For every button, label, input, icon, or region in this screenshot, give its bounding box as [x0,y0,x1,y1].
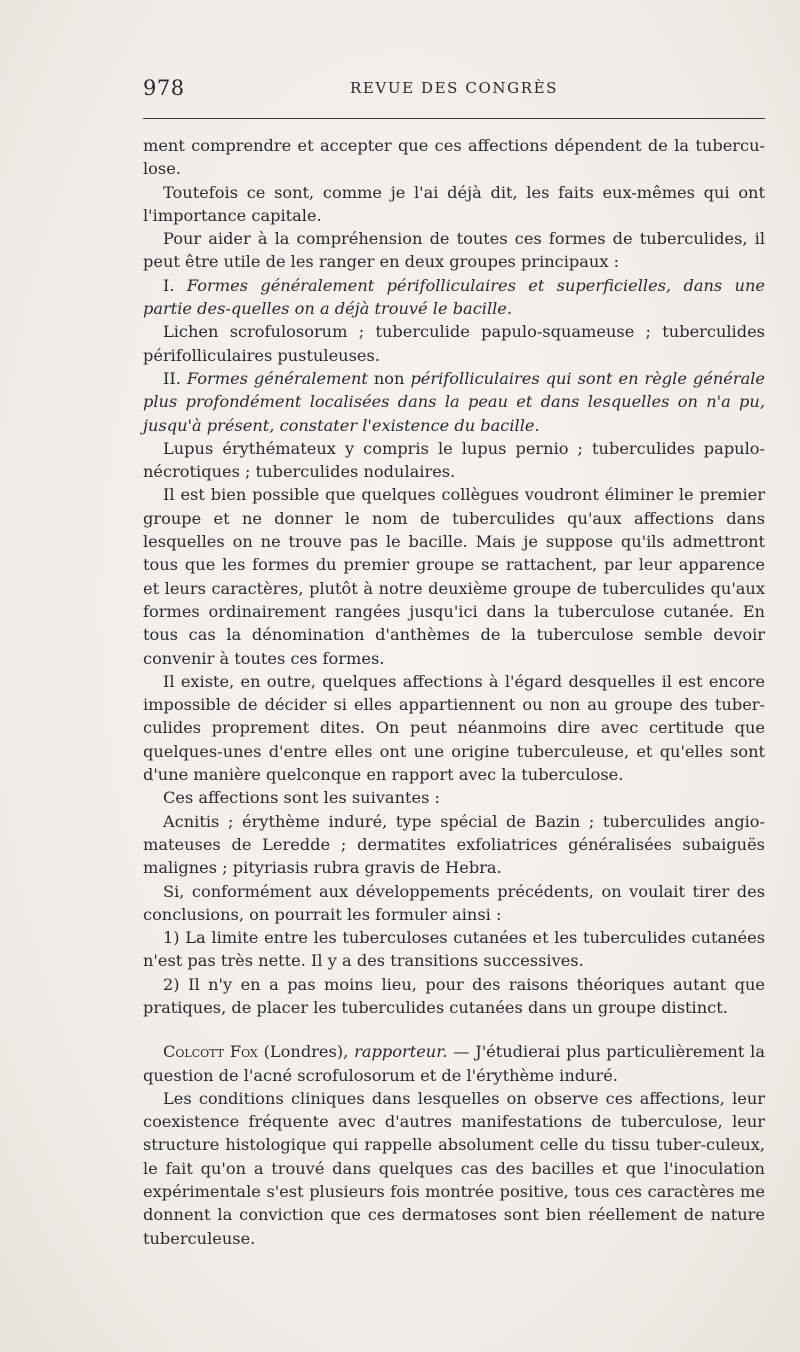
group-description-part: périfolliculaires qui sont en règle générale plus profondément localisées dans la peau et dans lesquelles on n'a pu, jusqu'à présent, constater l'existence du bacille. [143,368,765,435]
author-role: rapporteur. [354,1042,448,1062]
paragraph: Si, conformément aux développements précédents, on voulait tirer des conclusions, on pourrait les formuler ainsi : [143,881,765,924]
group-description-part: Formes généralement [186,368,368,388]
author-city: (Londres), [263,1042,349,1062]
paragraph-continuation: ment comprendre et accepter que ces affections dépendent de la tubercu-lose. [143,136,765,179]
group-number: II. [163,368,181,388]
conclusion-item: 1) La limite entre les tuberculoses cutanées et les tuberculides cutanées n'est pas très nette. Il y a des transitions successives. [143,928,765,971]
group-one-heading [143,274,765,321]
paragraph: Il existe, en outre, quelques affections à l'égard desquelles il est encore impossible de décider si elles appartiennent ou non au groupe des tuber-culides proprement dites. On peut néanmoins dire avec certitude que quelques-unes d'entre elles ont une origine tuberculeuse, et qu'elles sont d'une manière quelconque en rapport avec la tuberculose. [143,671,765,785]
paragraph: Lupus érythémateux y compris le lupus pernio ; tuberculides papulo-nécrotiques ; tuberculides nodulaires. [143,438,765,482]
page-header [143,76,765,106]
paragraph: Il est bien possible que quelques collègues voudront éliminer le premier groupe et ne donner le nom de tuberculides qu'aux affections dans lesquelles on ne trouve pas le bacille. Mais je suppose qu'ils admettront tous que les formes du premier groupe se rattachent, par leur apparence et leurs caractères, plutôt à notre deuxième groupe de tuberculides qu'aux formes ordinairement rangées jusqu'ici dans la tuberculose cutanée. En tous cas la dénomination d'anthèmes de la tuberculose semble devoir convenir à toutes ces formes. [143,485,765,668]
rapporteur-text: — J'étudierai plus particulièrement la question de l'acné scrofulosorum et de l'érythème induré. [143,1042,765,1085]
author-name: Colcott Fox [163,1042,258,1062]
paragraph: Les conditions cliniques dans lesquelles on observe ces affections, leur coexistence fréquente avec d'autres manifestations de tuberculose, leur structure histologique qui rappelle absolument celle du tissu tuber-culeux, le fait qu'on a trouvé dans quelques cas des bacilles et que l'inoculation expérimentale s'est plusieurs fois montrée positive, tous ces caractères me donnent la conviction que ces dermatoses sont bien réellement de nature tuberculeuse. [143,1088,765,1248]
paragraph: Acnitis ; érythème induré, type spécial de Bazin ; tuberculides angio-mateuses de Leredde ; dermatites exfoliatrices généralisées subaiguës malignes ; pityriasis rubra gravis de Hebra. [143,811,765,878]
running-head: REVUE DES CONGRÈS [349,79,559,97]
page-number: 978 [143,76,185,100]
body-text [143,134,765,1250]
rapporteur-paragraph [143,1040,765,1087]
group-description-non: non [373,368,405,388]
paragraph: Pour aider à la compréhension de toutes ces formes de tuberculides, il peut être utile de les ranger en deux groupes principaux : [143,229,765,272]
group-description: Formes généralement périfolliculaires et superficielles, dans une partie des-quelles on a déjà trouvé le bacille. [143,275,765,319]
paragraph: Ces affections sont les suivantes : [163,788,440,808]
paragraph: Lichen scrofulosorum ; tuberculide papulo-squameuse ; tuberculides périfolliculaires pustuleuses. [143,322,765,365]
paragraph: Toutefois ce sont, comme je l'ai déjà dit, les faits eux-mêmes qui ont l'importance capitale. [143,182,765,225]
group-two-heading [143,367,765,437]
header-rule [143,118,765,119]
group-number: I. [163,275,175,295]
conclusion-item: 2) Il n'y en a pas moins lieu, pour des raisons théoriques autant que pratiques, de placer les tuberculides cutanées dans un groupe distinct. [143,974,765,1017]
